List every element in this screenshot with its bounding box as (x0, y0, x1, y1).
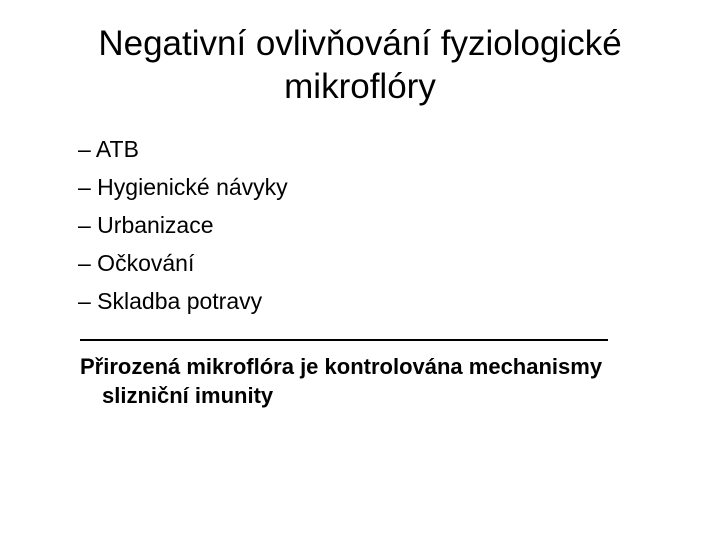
title-line-2: mikroflóry (284, 67, 436, 106)
bullet-item-diet: – Skladba potravy (78, 288, 263, 314)
bullet-item-atb: – ATB (78, 136, 139, 162)
bullet-item-vaccination: – Očkování (78, 250, 195, 276)
slide-title (40, 22, 680, 108)
note-line-2: slizniční imunity (102, 383, 274, 408)
bullet-list (78, 130, 288, 320)
bullet-item-urbanization: – Urbanizace (78, 212, 214, 238)
conclusion-note (80, 352, 700, 410)
bullet-item-hygiene: – Hygienické návyky (78, 174, 288, 200)
title-line-1: Negativní ovlivňování fyziologické (98, 24, 622, 63)
note-line-1: Přirozená mikroflóra je kontrolována mechanismy (80, 354, 603, 379)
divider-line (80, 339, 608, 341)
